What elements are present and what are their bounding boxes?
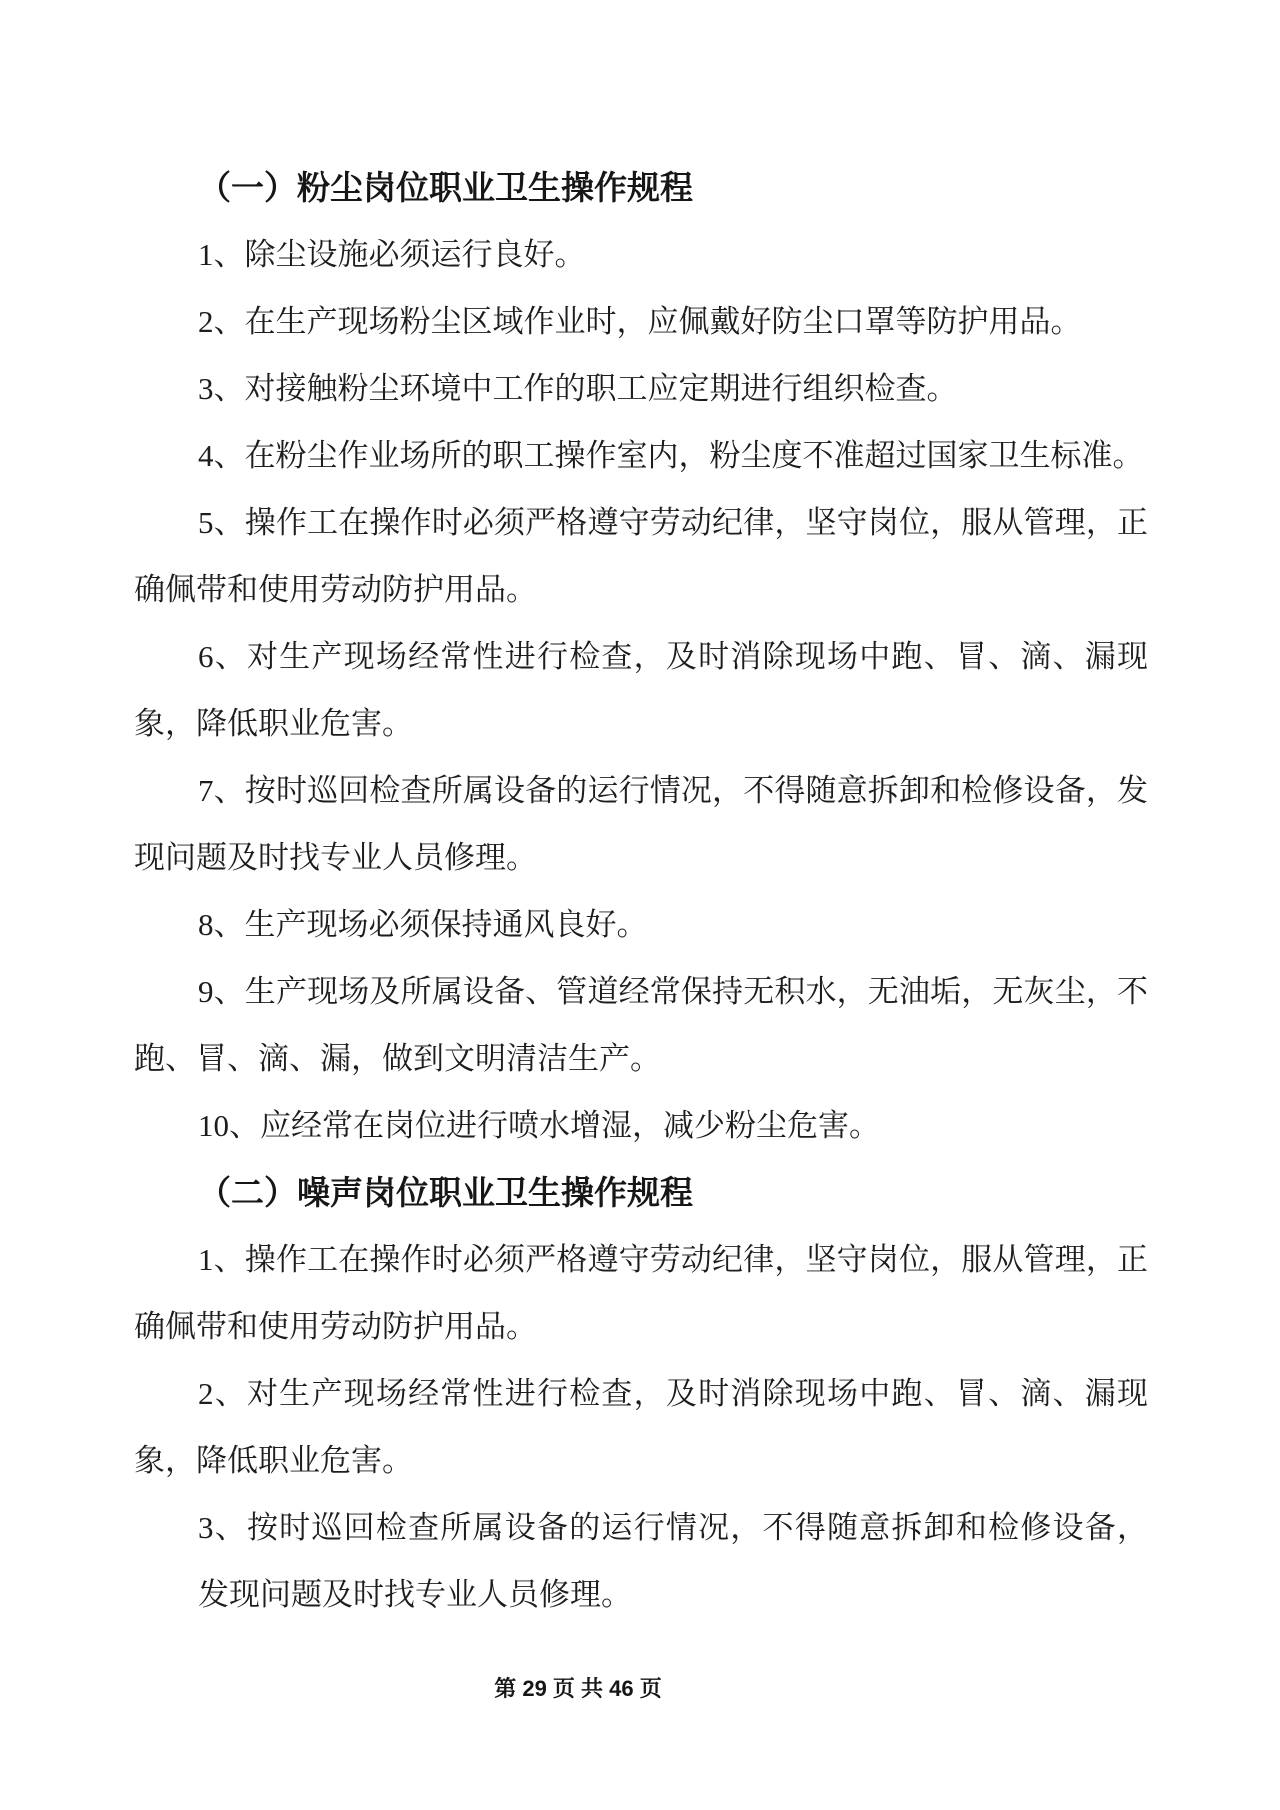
section-2-heading: （二）噪声岗位职业卫生操作规程 bbox=[198, 1174, 693, 1211]
text-line: 5、操作工在操作时必须严格遵守劳动纪律，坚守岗位，服从管理，正 bbox=[198, 505, 1148, 540]
text-line: 7、按时巡回检查所属设备的运行情况，不得随意拆卸和检修设备，发 bbox=[198, 773, 1148, 808]
text-line: 2、在生产现场粉尘区域作业时，应佩戴好防尘口罩等防护用品。 bbox=[198, 304, 1082, 339]
text-line: 9、生产现场及所属设备、管道经常保持无积水，无油垢，无灰尘，不 bbox=[198, 974, 1148, 1009]
section-1-heading: （一）粉尘岗位职业卫生操作规程 bbox=[198, 169, 693, 206]
document-content bbox=[134, 154, 1148, 1628]
page-number-footer: 第 29 页 共 46 页 bbox=[494, 1676, 662, 1701]
text-line: 1、操作工在操作时必须严格遵守劳动纪律，坚守岗位，服从管理，正 bbox=[198, 1242, 1148, 1277]
text-line: 发现问题及时找专业人员修理。 bbox=[198, 1577, 632, 1612]
text-line: 现问题及时找专业人员修理。 bbox=[134, 840, 537, 875]
text-line: 10、应经常在岗位进行喷水增湿，减少粉尘危害。 bbox=[198, 1108, 880, 1143]
text-line: 8、生产现场必须保持通风良好。 bbox=[198, 907, 648, 942]
text-line: 确佩带和使用劳动防护用品。 bbox=[134, 1309, 537, 1344]
text-line: 3、按时巡回检查所属设备的运行情况，不得随意拆卸和检修设备， bbox=[198, 1510, 1148, 1545]
text-line: 2、对生产现场经常性进行检查，及时消除现场中跑、冒、滴、漏现 bbox=[198, 1376, 1148, 1411]
text-line: 确佩带和使用劳动防护用品。 bbox=[134, 572, 537, 607]
text-line: 3、对接触粉尘环境中工作的职工应定期进行组织检查。 bbox=[198, 371, 958, 406]
text-line: 4、在粉尘作业场所的职工操作室内，粉尘度不准超过国家卫生标准。 bbox=[198, 438, 1144, 473]
text-line: 6、对生产现场经常性进行检查，及时消除现场中跑、冒、滴、漏现 bbox=[198, 639, 1148, 674]
text-line: 象，降低职业危害。 bbox=[134, 1443, 413, 1478]
text-line: 1、除尘设施必须运行良好。 bbox=[198, 237, 586, 272]
text-line: 跑、冒、滴、漏，做到文明清洁生产。 bbox=[134, 1041, 661, 1076]
text-line: 象，降低职业危害。 bbox=[134, 706, 413, 741]
